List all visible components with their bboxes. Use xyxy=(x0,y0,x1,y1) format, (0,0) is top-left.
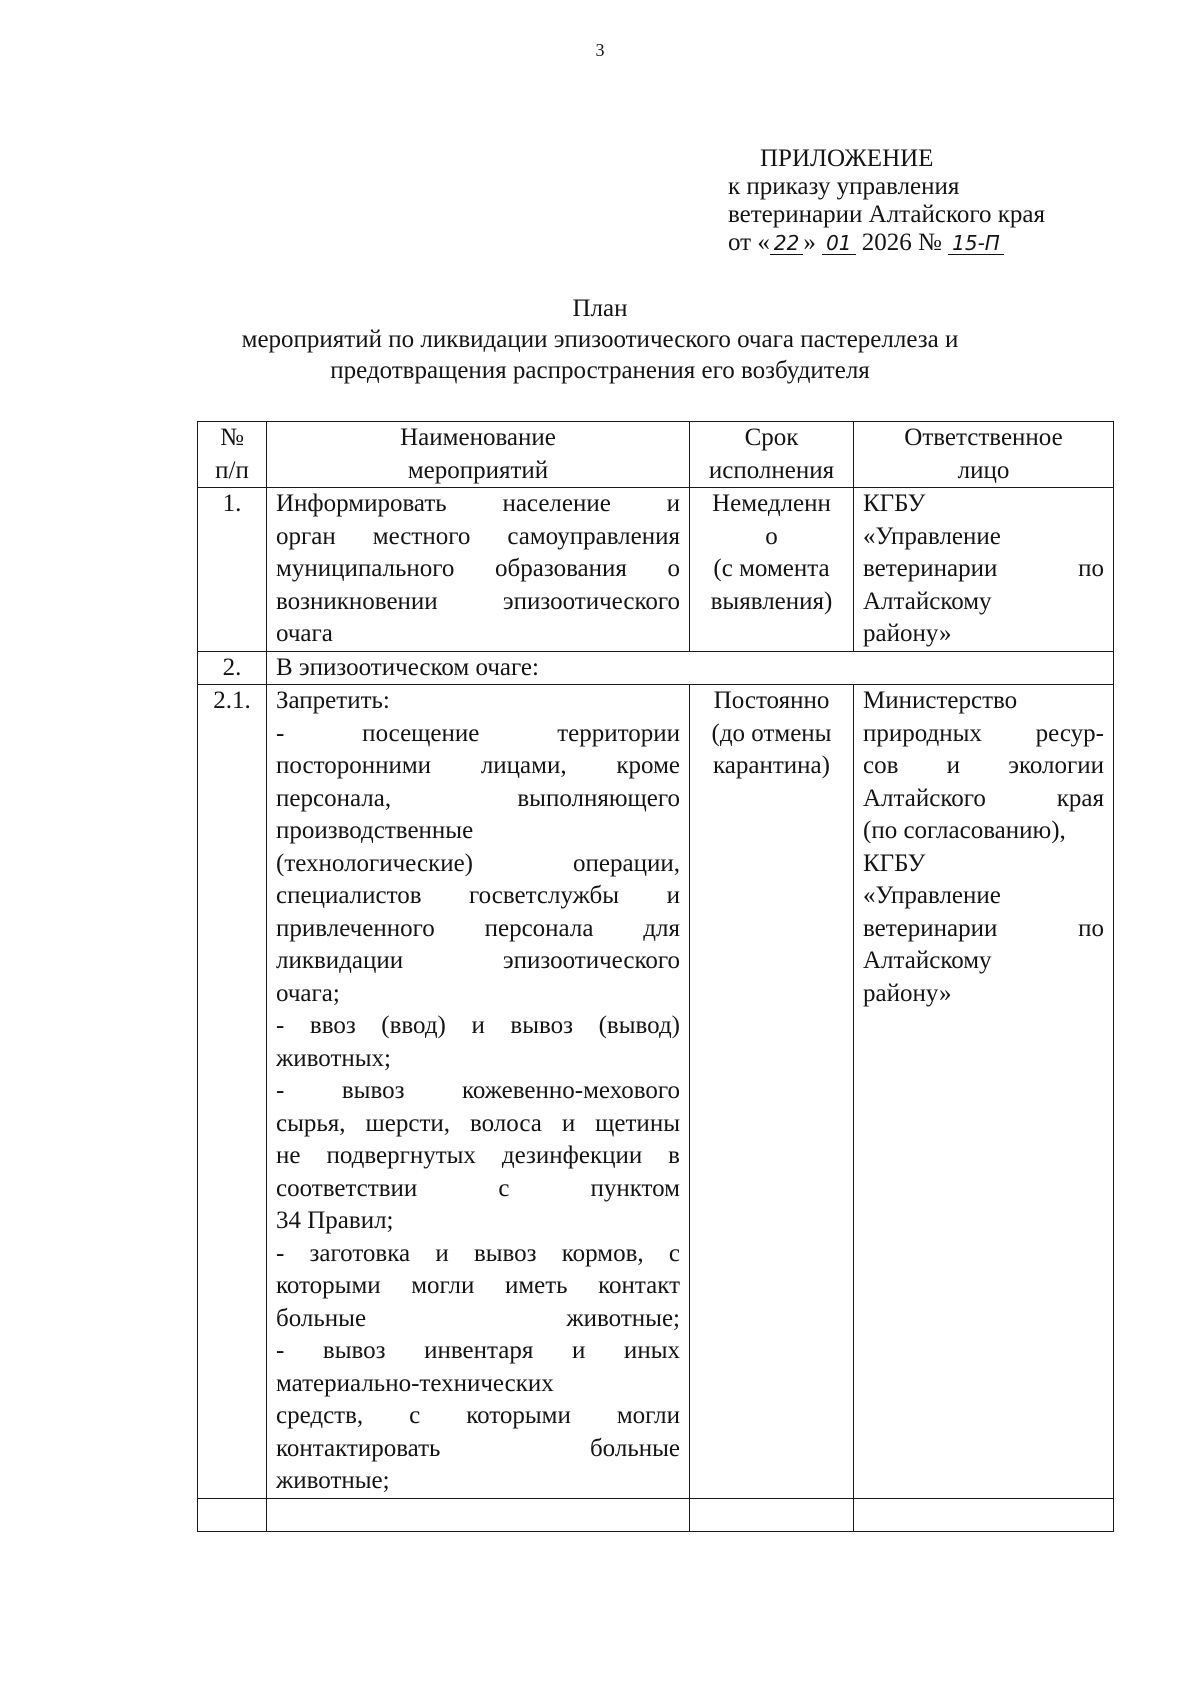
row-responsible: Министерство природных ресур- сов и экологии Алтайского края (по согласованию), КГБУ «Управление ветеринарии по Алтайскому району» xyxy=(854,685,1114,1499)
appendix-block xyxy=(728,145,1045,257)
document-title xyxy=(0,293,1200,386)
date-year: 2026 № xyxy=(861,229,942,256)
row-activity: Информировать население и орган местного самоуправления муниципального образования о возникновении эпизоотического очага xyxy=(267,488,690,652)
header-name: Наименование мероприятий xyxy=(267,422,690,488)
table-row xyxy=(198,488,1114,652)
title-line-3: предотвращения распространения его возбудителя xyxy=(330,357,870,384)
appendix-line-1: к приказу управления xyxy=(728,173,960,200)
row-section-heading: В эпизоотическом очаге: xyxy=(267,651,1114,685)
page-number: 3 xyxy=(595,40,605,60)
header-responsible: Ответственное лицо xyxy=(854,422,1114,488)
title-line-1: План xyxy=(572,295,628,322)
table-header-row xyxy=(198,422,1114,488)
handwritten-month: 01 xyxy=(822,232,855,255)
handwritten-order-number: 15-П xyxy=(948,232,1004,255)
appendix-line-2: ветеринарии Алтайского края xyxy=(728,201,1045,228)
table-row-continuation xyxy=(198,1498,1114,1531)
row-responsible: КГБУ «Управление ветеринарии по Алтайскому району» xyxy=(854,488,1114,652)
row-number: 1. xyxy=(198,488,267,652)
plan-table xyxy=(197,421,1114,1532)
appendix-title: ПРИЛОЖЕНИЕ xyxy=(760,145,934,172)
row-number: 2.1. xyxy=(198,685,267,1499)
table-row xyxy=(198,651,1114,685)
header-term: Срок исполнения xyxy=(690,422,854,488)
date-prefix: от « xyxy=(728,229,770,256)
appendix-date-line xyxy=(728,229,1045,257)
row-activity: Запретить: - посещение территории посторонними лицами, кроме персонала, выполняющего производственные (технологические) операции, специалистов госветслужбы и привлеченного персонала для ликвидации эпизоотического очага; - ввоз (ввод) и вывоз (вывод) животных; - вывоз кожевенно-мехового сырья, шерсти, волоса и щетины не подвергнутых дезинфекции в соответствии с пунктом 34 Правил; - заготовка и вывоз кормов, с которыми могли иметь контакт больные животные; - вывоз инвентаря и иных материально-технических средств, с которыми могли контактировать больные животные; xyxy=(267,685,690,1499)
header-num: № п/п xyxy=(198,422,267,488)
row-number: 2. xyxy=(198,651,267,685)
row-term: Немедленн о (с момента выявления) xyxy=(690,488,854,652)
title-line-2: мероприятий по ликвидации эпизоотического очага пастереллеза и xyxy=(241,326,959,353)
date-mid: » xyxy=(803,229,816,256)
row-term: Постоянно (до отмены карантина) xyxy=(690,685,854,1499)
handwritten-day: 22 xyxy=(770,232,803,255)
table-row xyxy=(198,685,1114,1499)
